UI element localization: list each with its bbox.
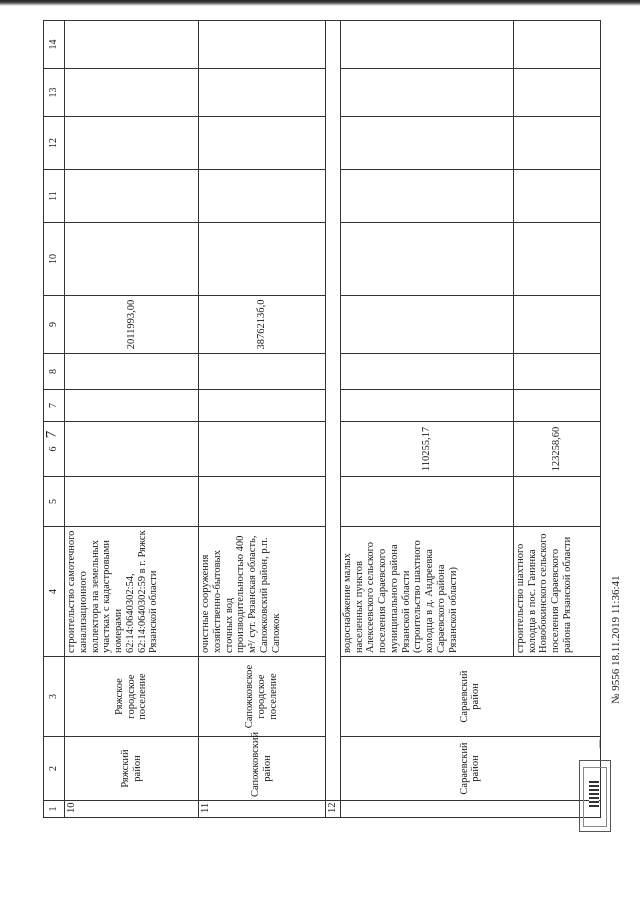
row-number: 11 [199,801,326,818]
empty-cell [65,21,199,69]
column-number: 8 [44,354,65,390]
empty-cell [340,170,513,223]
column-number: 11 [44,170,65,223]
column-number-row [44,21,65,818]
empty-cell [340,223,513,296]
empty-cell [199,477,326,527]
empty-cell [199,21,326,69]
empty-cell [65,223,199,296]
empty-cell [199,170,326,223]
budget-allocation-table [43,20,601,818]
empty-cell [65,354,199,390]
empty-cell [199,117,326,170]
settlement-cell: Сапожковское городское поселение [199,657,326,737]
object-cell: водоснабжение малых населенных пунктов Алексеевского сельского поселения Сараевского муниципального района Рязанской области (строительство шахтного колодца в д. Андреевка Сараевского района Рязанской области) [340,527,513,657]
amount-col6: 110255,17 [340,422,513,477]
empty-cell [199,390,326,422]
empty-cell [340,801,600,818]
empty-cell [340,354,513,390]
empty-cell [65,69,199,117]
empty-cell [513,69,600,117]
empty-cell [513,390,600,422]
empty-cell [199,69,326,117]
table-row [340,21,513,818]
column-number: 4 [44,527,65,657]
empty-cell [513,170,600,223]
amount-col9 [513,296,600,354]
amount-col9: 2011993,00 [65,296,199,354]
column-number: 10 [44,223,65,296]
barcode-icon [589,781,599,809]
row-number: 12 [326,801,341,818]
settlement-cell: Сараевский район [340,657,600,737]
amount-col6 [199,422,326,477]
barcode-stamp [579,760,611,832]
empty-cell [340,390,513,422]
column-number: 13 [44,69,65,117]
group-header-empty [326,21,341,801]
amount-col9: 3876213б,0 [199,296,326,354]
empty-cell [513,354,600,390]
column-number: 6 [44,422,65,477]
amount-col6: 123258,60 [513,422,600,477]
column-number: 2 [44,737,65,801]
empty-cell [65,170,199,223]
empty-cell [340,477,513,527]
district-cell: Ряжский район [65,737,199,801]
empty-cell [513,477,600,527]
district-cell: Сараевский район [340,737,600,801]
column-number: 7 [44,390,65,422]
empty-cell [65,117,199,170]
column-number: 5 [44,477,65,527]
column-number: 12 [44,117,65,170]
column-number: 14 [44,21,65,69]
empty-cell [199,354,326,390]
empty-cell [513,21,600,69]
object-cell: строительство шахтного колодца в пос. Ганинка Новобокинского сельского поселения Сараевского района Рязанской области [513,527,600,657]
empty-cell [65,477,199,527]
registration-footer: № 9556 18.11.2019 11:36:41 [610,575,622,704]
object-cell: строительство самотечного канализационного коллектора на земельных участках с кадастровыми номерами 62:14:0640302:54, 62:14:0640302:59 в г. Ряжск Рязанской области [65,527,199,657]
empty-cell [199,223,326,296]
table-stage [43,31,573,818]
empty-cell [513,223,600,296]
empty-cell [340,69,513,117]
stamp-mark: | [599,738,601,748]
page-number: 7 [43,430,60,439]
scan-top-edge [0,0,640,6]
group-header-row [326,21,341,818]
column-number: 9 [44,296,65,354]
object-cell: очистные сооружения хозяйственно-бытовых сточных вод производительностью 400 м³/ сут. Рязанская область, Сапожковский район, р.п. Сапожок [199,527,326,657]
amount-col9 [340,296,513,354]
empty-cell [340,21,513,69]
column-number: 3 [44,657,65,737]
table-row [199,21,326,818]
column-number: 1 [44,801,65,818]
district-cell: Сапожковский район [199,737,326,801]
table-row [65,21,199,818]
empty-cell [340,117,513,170]
amount-col6 [65,422,199,477]
empty-cell [65,390,199,422]
empty-cell [513,117,600,170]
settlement-cell: Ряжское городское поселение [65,657,199,737]
row-number: 10 [65,801,199,818]
